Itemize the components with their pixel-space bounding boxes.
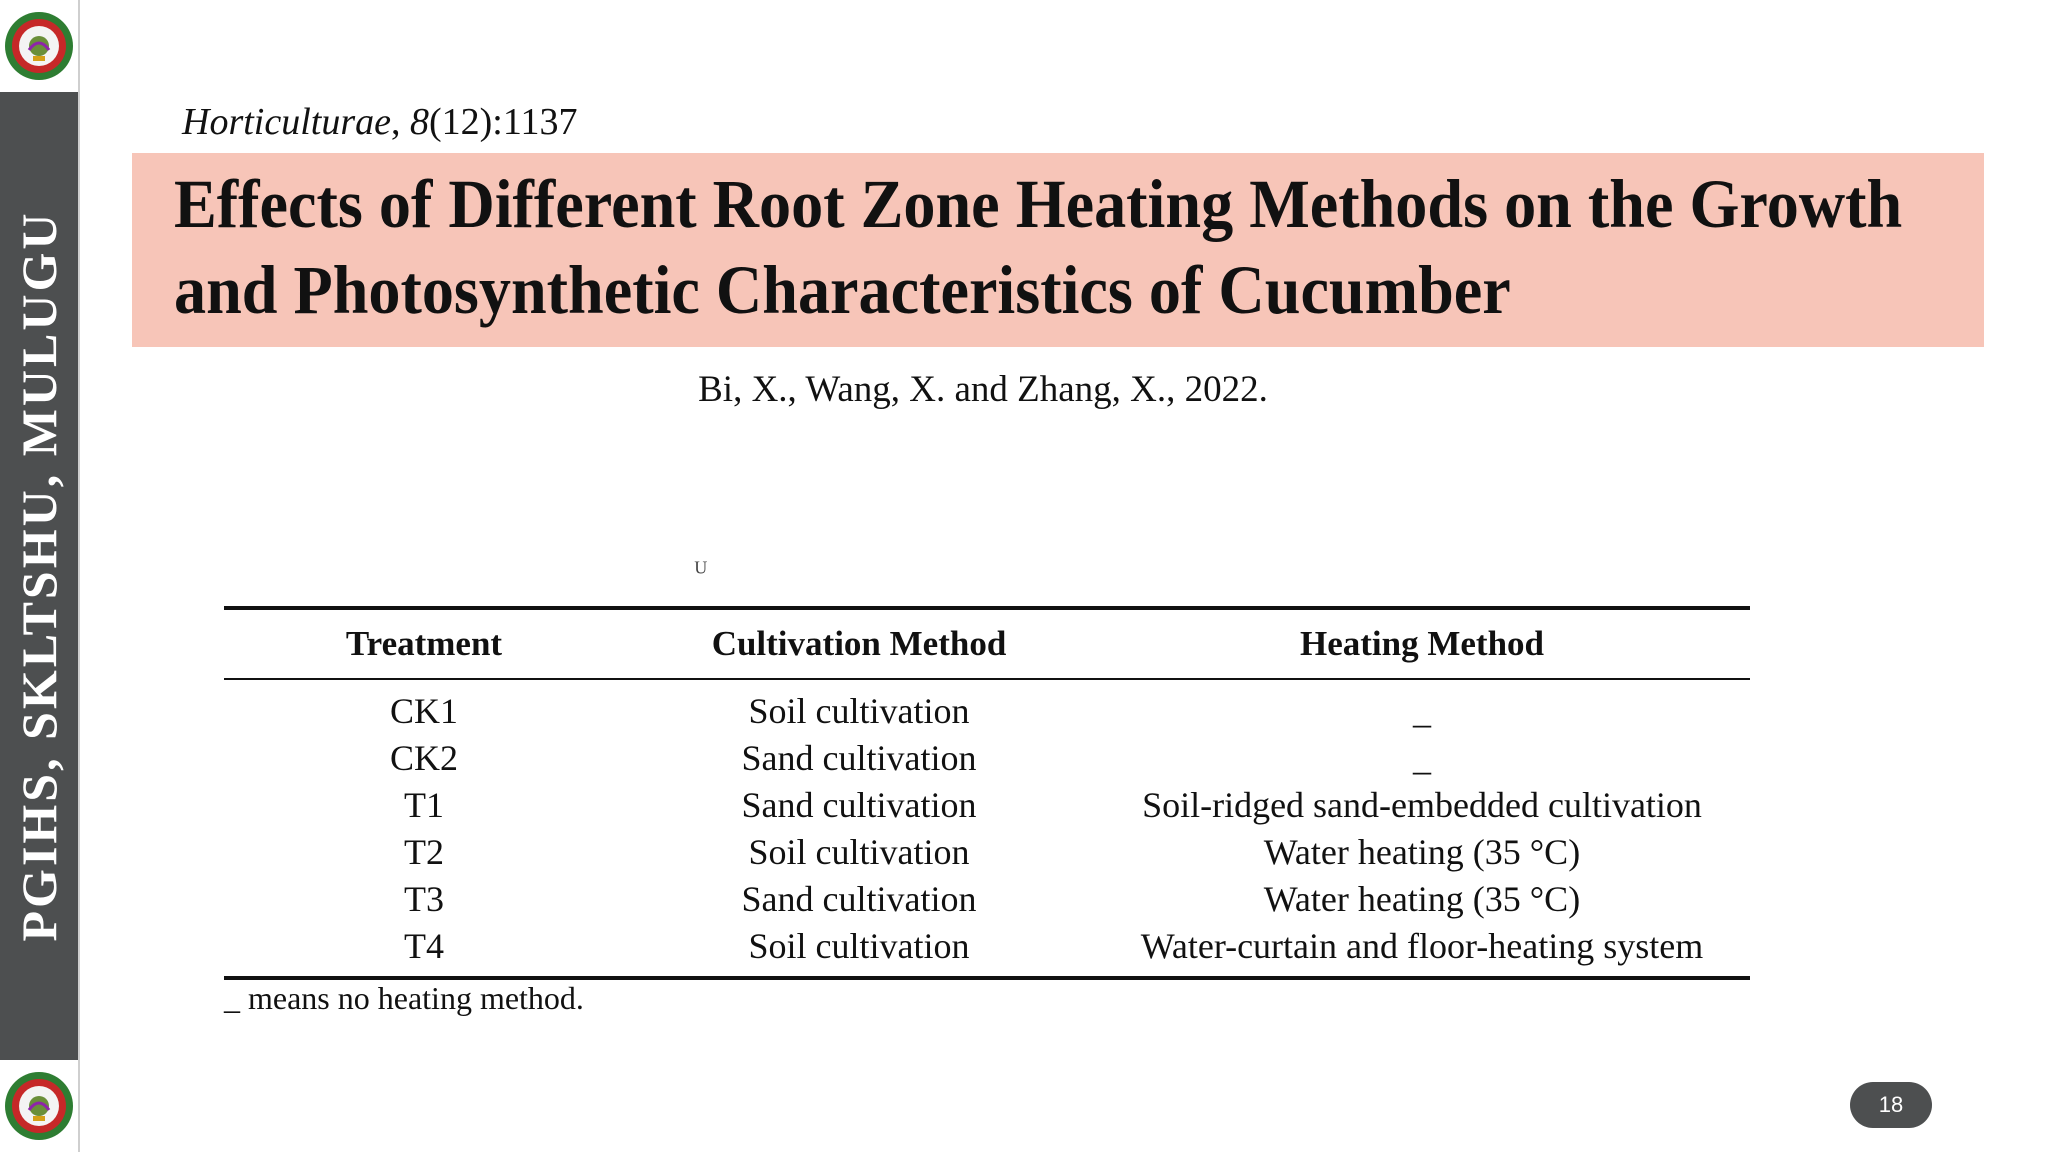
cell-heating: Water heating (35 °C) <box>1263 832 1581 872</box>
cell-cultivation: Sand cultivation <box>741 738 977 778</box>
authors: Bi, X., Wang, X. and Zhang, X., 2022. <box>698 369 1268 410</box>
cell-heating: _ <box>1413 738 1431 778</box>
table-row <box>224 782 1750 829</box>
table-row <box>224 735 1750 782</box>
cell-cultivation: Sand cultivation <box>741 879 977 919</box>
page-number-badge: 18 <box>1850 1082 1932 1128</box>
university-logo-top <box>0 0 78 92</box>
table-header-row <box>224 608 1750 679</box>
journal-citation <box>182 100 577 144</box>
university-logo-bottom <box>0 1060 78 1152</box>
sidebar <box>0 0 80 1152</box>
table-row <box>224 679 1750 735</box>
header-heating-method: Heating Method <box>1094 608 1750 679</box>
title-band <box>132 153 1984 347</box>
table-row <box>224 876 1750 923</box>
table-row <box>224 829 1750 876</box>
table-footnote: _ means no heating method. <box>224 980 584 1016</box>
journal-issue-pages: (12):1137 <box>428 101 578 143</box>
cell-treatment: CK2 <box>389 738 458 778</box>
journal-separator: , <box>390 101 410 143</box>
cell-heating: Soil-ridged sand-embedded cultivation <box>1142 785 1702 825</box>
cell-treatment: T3 <box>404 879 444 919</box>
cell-treatment: T1 <box>404 785 444 825</box>
journal-name: Horticulturae <box>182 101 391 143</box>
treatment-table <box>224 606 1750 980</box>
paper-title <box>174 161 1902 333</box>
cell-treatment: T4 <box>224 923 624 978</box>
title-line-2: and Photosynthetic Characteristics of Cucumber <box>174 252 1511 328</box>
cell-heating: Water heating (35 °C) <box>1263 879 1581 919</box>
cropped-caption-glyph: ᵁ <box>694 556 708 589</box>
university-emblem-icon <box>3 4 75 88</box>
cell-cultivation: Soil cultivation <box>624 923 1094 978</box>
cell-cultivation: Sand cultivation <box>741 785 977 825</box>
institution-vertical-label: PGIHS, SKLTSHU, MULUGU <box>11 210 67 942</box>
cell-treatment: T2 <box>404 832 444 872</box>
cell-heating: Water-curtain and floor-heating system <box>1094 923 1750 978</box>
cell-heating: _ <box>1413 691 1431 731</box>
cell-cultivation: Soil cultivation <box>748 832 970 872</box>
cell-cultivation: Soil cultivation <box>748 691 970 731</box>
university-emblem-icon <box>3 1064 75 1148</box>
header-cultivation-method: Cultivation Method <box>624 608 1094 679</box>
header-treatment: Treatment <box>224 608 624 679</box>
table-row <box>224 923 1750 978</box>
title-line-1: Effects of Different Root Zone Heating Methods on the Growth <box>174 166 1903 242</box>
journal-volume: 8 <box>409 101 429 143</box>
cell-treatment: CK1 <box>389 691 458 731</box>
